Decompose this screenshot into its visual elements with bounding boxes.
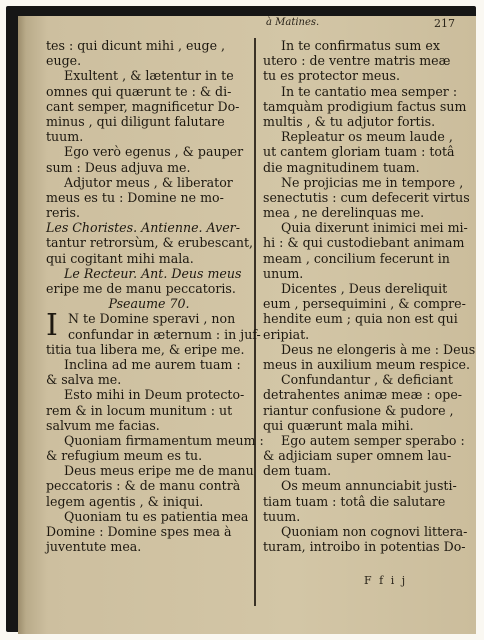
text-line: titia tua libera me, & eripe me. — [46, 341, 245, 357]
signature-mark: F f i j — [364, 574, 408, 587]
text-line: Adjutor meus , & liberator — [64, 174, 233, 190]
text-line: ut cantem gloriam tuam : totâ — [263, 144, 455, 160]
text-line: Les Choristes. Antienne. Aver- — [46, 220, 240, 236]
text-line: Inclina ad me aurem tuam : — [64, 356, 241, 372]
text-line: detrahentes animæ meæ : ope- — [263, 387, 463, 403]
text-line: peccatoris : & de manu contrà — [46, 478, 241, 494]
text-line: & refugium meum es tu. — [46, 448, 203, 464]
text-line: & salva me. — [46, 372, 122, 388]
text-line: Os meum annunciabit justi- — [281, 478, 457, 494]
text-line: hendite eum ; quia non est qui — [263, 311, 458, 327]
text-line: juventute mea. — [46, 539, 142, 555]
drop-capital: I — [46, 308, 58, 343]
text-line: rem & in locum munitum : ut — [46, 402, 233, 418]
text-line: omnes qui quærunt te : & di- — [46, 83, 232, 99]
text-line: euge. — [46, 53, 82, 69]
text-line: Deus meus eripe me de manu — [64, 463, 254, 479]
text-line: tantur retrorsùm, & erubescant, — [46, 235, 254, 251]
text-line: eripe me de manu peccatoris. — [46, 281, 236, 296]
text-line: confundar in æternum : in juf- — [68, 326, 261, 342]
text-line: dem tuam. — [263, 463, 332, 479]
text-line: eripiat. — [263, 326, 310, 342]
text-line: Quoniam tu es patientia mea — [64, 508, 249, 524]
text-line: turam, introibo in potentias Do- — [263, 539, 466, 555]
text-line: Repleatur os meum laude , — [281, 129, 453, 145]
text-line: hi : & qui custodiebant animam — [263, 235, 465, 251]
text-line: tiam tuam : totâ die salutare — [263, 493, 446, 509]
text-line: Ego autem semper sperabo : — [281, 432, 465, 448]
text-line: tamquàm prodigium factus sum — [263, 98, 467, 114]
text-line: Ego verò egenus , & pauper — [64, 144, 244, 160]
text-line: cant semper, magnificetur Do- — [46, 98, 240, 114]
text-line: Pseaume 70. — [108, 296, 190, 312]
text-line: Exultent , & lætentur in te — [64, 68, 234, 84]
book-frame — [6, 6, 476, 632]
running-title: à Matines. — [266, 17, 320, 28]
text-line: Ne projicias me in tempore , — [281, 174, 464, 190]
text-line: & adjiciam super omnem lau- — [263, 448, 452, 464]
text-line: Deus ne elongeris à me : Deus — [281, 341, 476, 357]
text-line: eum , persequimini , & compre- — [263, 296, 466, 312]
column-divider — [254, 38, 256, 606]
text-line: multis , & tu adjutor fortis. — [263, 113, 436, 129]
text-line: legem agentis , & iniqui. — [46, 493, 204, 509]
text-line: tu es protector meus. — [263, 68, 400, 84]
text-line: riantur confusione & pudore , — [263, 402, 454, 418]
text-line: meus in auxilium meum respice. — [263, 356, 470, 372]
text-line: utero : de ventre matris meæ — [263, 53, 451, 69]
text-line: salvum me facias. — [46, 417, 160, 433]
text-line: tuum. — [46, 129, 84, 145]
text-line: Dicentes , Deus dereliquit — [281, 281, 448, 296]
text-line: minus , qui diligunt falutare — [46, 113, 225, 129]
text-line: Esto mihi in Deum protecto- — [64, 387, 245, 403]
text-line: Quoniam firmamentum meum : — [64, 432, 264, 448]
page-number: 217 — [434, 17, 455, 30]
text-line: Quoniam non cognovi littera- — [281, 524, 468, 539]
text-line: meus es tu : Domine ne mo- — [46, 189, 224, 205]
text-line: Domine : Domine spes mea à — [46, 524, 232, 539]
right-column — [263, 38, 476, 555]
text-line: Confundantur , & deficiant — [281, 372, 453, 388]
text-line: In te confirmatus sum ex — [281, 38, 440, 53]
text-line: qui quærunt mala mihi. — [263, 417, 414, 433]
text-line: N te Domine speravi , non — [68, 311, 236, 327]
text-line: die magnitudinem tuam. — [263, 159, 420, 175]
text-line: qui cogitant mihi mala. — [46, 250, 194, 266]
text-line: Le Recteur. Ant. Deus meus — [64, 265, 242, 281]
text-line: sum : Deus adjuva me. — [46, 159, 191, 175]
text-line: senectutis : cum defecerit virtus — [263, 189, 470, 205]
book-page — [18, 16, 476, 634]
text-line: tuum. — [263, 508, 301, 524]
text-line: Quia dixerunt inimici mei mi- — [281, 220, 468, 236]
text-line: mea , ne derelinquas me. — [263, 205, 425, 221]
left-column — [46, 38, 264, 555]
text-line: In te cantatio mea semper : — [281, 83, 458, 99]
text-line: tes : qui dicunt mihi , euge , — [46, 38, 226, 53]
text-line: reris. — [46, 205, 80, 221]
text-line: unum. — [263, 265, 304, 281]
text-line: meam , concilium fecerunt in — [263, 250, 450, 266]
